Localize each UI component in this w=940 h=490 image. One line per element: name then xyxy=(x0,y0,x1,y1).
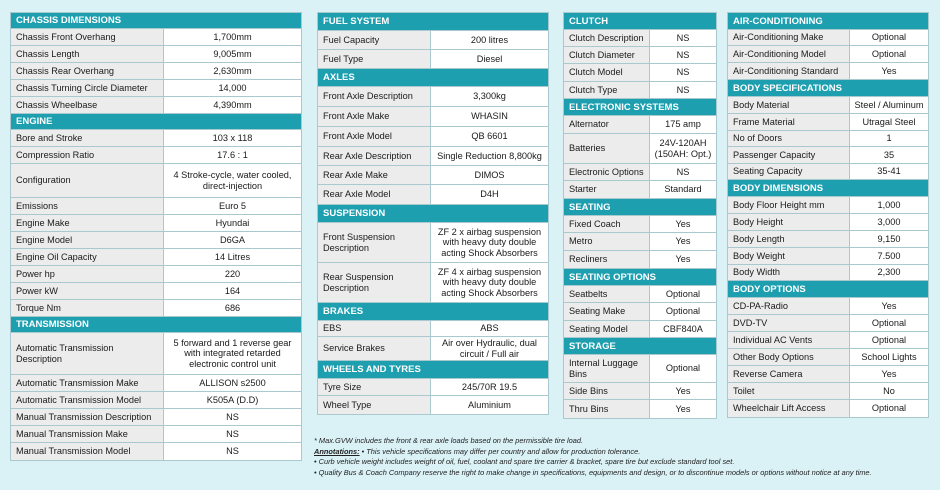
spec-value: QB 6601 xyxy=(431,127,548,146)
spec-row xyxy=(11,97,301,114)
spec-value: Air over Hydraulic, dual circuit / Full air xyxy=(431,337,548,360)
spec-row xyxy=(11,443,301,460)
spec-row xyxy=(728,265,928,281)
section-header: STORAGE xyxy=(564,338,716,355)
spec-value: Aluminium xyxy=(431,396,548,414)
section-header: AXLES xyxy=(318,69,548,87)
spec-value: 175 amp xyxy=(650,116,716,133)
spec-column-2 xyxy=(317,12,549,415)
section-header: BODY DIMENSIONS xyxy=(728,180,928,197)
spec-row xyxy=(11,164,301,198)
spec-label: Toilet xyxy=(728,383,850,399)
spec-row xyxy=(318,337,548,361)
spec-row xyxy=(564,181,716,199)
spec-value: Single Reduction 8,800kg xyxy=(431,147,548,165)
spec-value: ZF 2 x airbag suspension with heavy duty double acting Shock Absorbers xyxy=(431,223,548,262)
spec-row xyxy=(318,127,548,147)
spec-label: Recliners xyxy=(564,251,650,268)
spec-label: Body Length xyxy=(728,231,850,247)
spec-value: 14,000 xyxy=(164,80,301,96)
annotation-2: • Curb vehicle weight includes weight of oil, fuel, coolant and spare tire carrier & bracket, spare tire but exclude standard tool set. xyxy=(314,457,735,467)
spec-row xyxy=(564,216,716,233)
spec-label: Body Width xyxy=(728,265,850,280)
spec-row xyxy=(564,134,716,164)
spec-value: NS xyxy=(164,409,301,425)
spec-value: 220 xyxy=(164,266,301,282)
spec-row xyxy=(11,375,301,392)
spec-row xyxy=(728,400,928,417)
spec-label: Metro xyxy=(564,233,650,250)
spec-value: Yes xyxy=(850,298,928,314)
spec-row xyxy=(728,214,928,231)
spec-value: Standard xyxy=(650,181,716,198)
spec-value: Optional xyxy=(850,30,928,45)
section-header: ELECTRONIC SYSTEMS xyxy=(564,99,716,116)
spec-row xyxy=(564,116,716,134)
spec-value: NS xyxy=(650,82,716,98)
spec-row xyxy=(11,392,301,409)
spec-row xyxy=(318,379,548,396)
spec-value: Utragal Steel xyxy=(850,114,928,130)
spec-value: 686 xyxy=(164,300,301,316)
spec-value: Optional xyxy=(650,286,716,302)
spec-row xyxy=(11,333,301,375)
spec-label: Emissions xyxy=(11,198,164,214)
spec-column-3 xyxy=(563,12,717,419)
spec-row xyxy=(728,164,928,180)
spec-row xyxy=(11,409,301,426)
spec-row xyxy=(11,266,301,283)
spec-label: Internal Luggage Bins xyxy=(564,355,650,382)
spec-value: Euro 5 xyxy=(164,198,301,214)
spec-value: 164 xyxy=(164,283,301,299)
spec-label: Wheelchair Lift Access xyxy=(728,400,850,417)
spec-value: Optional xyxy=(650,355,716,382)
spec-value: Yes xyxy=(650,400,716,418)
spec-value: K505A (D.D) xyxy=(164,392,301,408)
spec-row xyxy=(564,233,716,251)
spec-label: Air-Conditioning Make xyxy=(728,30,850,45)
spec-row xyxy=(318,107,548,127)
spec-value: 9,150 xyxy=(850,231,928,247)
spec-value: ZF 4 x airbag suspension with heavy duty double acting Shock Absorbers xyxy=(431,263,548,302)
spec-value: DIMOS xyxy=(431,166,548,184)
spec-label: Front Suspension Description xyxy=(318,223,431,262)
spec-label: Clutch Diameter xyxy=(564,47,650,63)
spec-label: Manual Transmission Model xyxy=(11,443,164,460)
spec-row xyxy=(318,185,548,205)
section-header: BODY OPTIONS xyxy=(728,281,928,298)
spec-label: Frame Material xyxy=(728,114,850,130)
section-header: SEATING OPTIONS xyxy=(564,269,716,286)
spec-row xyxy=(728,248,928,265)
spec-value: 35 xyxy=(850,147,928,163)
spec-value: Yes xyxy=(650,383,716,399)
spec-label: Service Brakes xyxy=(318,337,431,360)
spec-value: 7.500 xyxy=(850,248,928,264)
spec-value: Yes xyxy=(850,63,928,79)
spec-label: Passenger Capacity xyxy=(728,147,850,163)
spec-label: Rear Axle Make xyxy=(318,166,431,184)
spec-label: Chassis Wheelbase xyxy=(11,97,164,113)
spec-label: Individual AC Vents xyxy=(728,332,850,348)
spec-label: Manual Transmission Make xyxy=(11,426,164,442)
section-header: FUEL SYSTEM xyxy=(318,13,548,31)
spec-label: Body Height xyxy=(728,214,850,230)
spec-value: Yes xyxy=(650,251,716,268)
spec-row xyxy=(564,321,716,338)
spec-label: Clutch Model xyxy=(564,64,650,81)
spec-value: CBF840A xyxy=(650,321,716,337)
spec-label: Seating Make xyxy=(564,303,650,320)
spec-value: No xyxy=(850,383,928,399)
spec-row xyxy=(11,283,301,300)
spec-label: Alternator xyxy=(564,116,650,133)
spec-row xyxy=(11,80,301,97)
spec-value: 4,390mm xyxy=(164,97,301,113)
spec-label: DVD-TV xyxy=(728,315,850,331)
section-header: ENGINE xyxy=(11,114,301,130)
spec-row xyxy=(564,164,716,181)
spec-label: Other Body Options xyxy=(728,349,850,365)
spec-value: Yes xyxy=(650,233,716,250)
spec-label: Front Axle Description xyxy=(318,87,431,106)
spec-label: Power hp xyxy=(11,266,164,282)
spec-value: Yes xyxy=(850,366,928,382)
spec-value: 5 forward and 1 reverse gear with integrated retarded electronic control unit xyxy=(164,333,301,374)
spec-label: Seatbelts xyxy=(564,286,650,302)
spec-value: D6GA xyxy=(164,232,301,248)
spec-label: Tyre Size xyxy=(318,379,431,395)
spec-row xyxy=(728,315,928,332)
spec-value: 1,700mm xyxy=(164,29,301,45)
spec-value: Hyundai xyxy=(164,215,301,231)
spec-label: Chassis Rear Overhang xyxy=(11,63,164,79)
spec-label: Seating Model xyxy=(564,321,650,337)
annotation-3: • Quality Bus & Coach Company reserve the right to make change in specifications, equipments and design, or to discontinue models or options without notice at any time. xyxy=(314,468,872,478)
spec-label: Automatic Transmission Description xyxy=(11,333,164,374)
spec-row xyxy=(728,63,928,80)
spec-label: Air-Conditioning Standard xyxy=(728,63,850,79)
spec-label: Body Weight xyxy=(728,248,850,264)
section-header: CHASSIS DIMENSIONS xyxy=(11,13,301,29)
spec-row xyxy=(11,130,301,147)
spec-value: NS xyxy=(650,47,716,63)
spec-label: Rear Suspension Description xyxy=(318,263,431,302)
spec-label: Engine Make xyxy=(11,215,164,231)
spec-label: Manual Transmission Description xyxy=(11,409,164,425)
spec-row xyxy=(728,147,928,164)
spec-label: Chassis Length xyxy=(11,46,164,62)
spec-label: Starter xyxy=(564,181,650,198)
spec-value: 35-41 xyxy=(850,164,928,179)
spec-row xyxy=(318,321,548,337)
spec-label: Chassis Turning Circle Diameter xyxy=(11,80,164,96)
spec-label: No of Doors xyxy=(728,131,850,146)
spec-row xyxy=(728,383,928,400)
section-header: SEATING xyxy=(564,199,716,216)
section-header: CLUTCH xyxy=(564,13,716,30)
spec-label: Wheel Type xyxy=(318,396,431,414)
spec-value: 3,300kg xyxy=(431,87,548,106)
spec-label: Chassis Front Overhang xyxy=(11,29,164,45)
spec-row xyxy=(564,82,716,99)
spec-row xyxy=(728,197,928,214)
spec-value: 14 Litres xyxy=(164,249,301,265)
spec-label: Compression Ratio xyxy=(11,147,164,163)
section-header: AIR-CONDITIONING xyxy=(728,13,928,30)
spec-label: Body Floor Height mm xyxy=(728,197,850,213)
spec-value: ABS xyxy=(431,321,548,336)
spec-row xyxy=(11,46,301,63)
spec-row xyxy=(11,215,301,232)
annotations xyxy=(314,447,934,458)
section-header: SUSPENSION xyxy=(318,205,548,223)
spec-value: D4H xyxy=(431,185,548,204)
spec-row xyxy=(564,286,716,303)
spec-row xyxy=(11,147,301,164)
spec-row xyxy=(728,30,928,46)
annotation-1: • This vehicle specifications may differ per country and allow for production tolerance. xyxy=(359,446,641,456)
spec-value: 1,000 xyxy=(850,197,928,213)
spec-column-1 xyxy=(10,12,302,461)
spec-row xyxy=(728,231,928,248)
spec-row xyxy=(564,303,716,321)
spec-label: Front Axle Make xyxy=(318,107,431,126)
section-header: BODY SPECIFICATIONS xyxy=(728,80,928,97)
spec-label: Configuration xyxy=(11,164,164,197)
spec-row xyxy=(11,232,301,249)
spec-row xyxy=(728,46,928,63)
spec-value: 2,630mm xyxy=(164,63,301,79)
spec-row xyxy=(318,147,548,166)
spec-value: ALLISON s2500 xyxy=(164,375,301,391)
spec-row xyxy=(564,64,716,82)
spec-value: Optional xyxy=(850,315,928,331)
spec-row xyxy=(318,396,548,414)
spec-value: 24V-120AH (150AH: Opt.) xyxy=(650,134,716,163)
spec-value: 9,005mm xyxy=(164,46,301,62)
spec-value: WHASIN xyxy=(431,107,548,126)
spec-value: Steel / Aluminum xyxy=(850,97,928,113)
spec-label: CD-PA-Radio xyxy=(728,298,850,314)
spec-row xyxy=(564,30,716,47)
spec-column-4 xyxy=(727,12,929,418)
spec-label: Clutch Type xyxy=(564,82,650,98)
spec-row xyxy=(318,50,548,69)
spec-label: Batteries xyxy=(564,134,650,163)
spec-label: Rear Axle Model xyxy=(318,185,431,204)
spec-value: 2,300 xyxy=(850,265,928,280)
spec-label: Automatic Transmission Make xyxy=(11,375,164,391)
footnotes xyxy=(314,436,934,479)
spec-row xyxy=(11,29,301,46)
spec-row xyxy=(564,383,716,400)
spec-label: Power kW xyxy=(11,283,164,299)
spec-row xyxy=(564,400,716,418)
spec-value: 245/70R 19.5 xyxy=(431,379,548,395)
annotations-label: Annotations: xyxy=(314,446,360,456)
spec-row xyxy=(318,166,548,185)
spec-row xyxy=(318,263,548,303)
footnote-gvw: * Max.GVW includes the front & rear axle loads based on the permissible tire load. xyxy=(314,436,584,445)
spec-value: 103 x 118 xyxy=(164,130,301,146)
section-header: TRANSMISSION xyxy=(11,317,301,333)
spec-label: Thru Bins xyxy=(564,400,650,418)
spec-value: Optional xyxy=(650,303,716,320)
spec-row xyxy=(564,355,716,383)
spec-value: NS xyxy=(650,30,716,46)
spec-label: Torque Nm xyxy=(11,300,164,316)
spec-row xyxy=(11,249,301,266)
spec-value: School Lights xyxy=(850,349,928,365)
spec-value: NS xyxy=(650,164,716,180)
spec-row xyxy=(728,366,928,383)
spec-value: 17.6 : 1 xyxy=(164,147,301,163)
spec-row xyxy=(11,63,301,80)
spec-label: Bore and Stroke xyxy=(11,130,164,146)
spec-label: Fixed Coach xyxy=(564,216,650,232)
spec-row xyxy=(728,332,928,349)
spec-label: Seating Capacity xyxy=(728,164,850,179)
spec-label: Air-Conditioning Model xyxy=(728,46,850,62)
spec-row xyxy=(318,87,548,107)
spec-label: Fuel Type xyxy=(318,50,431,68)
spec-row xyxy=(11,426,301,443)
spec-row xyxy=(564,47,716,64)
spec-label: Rear Axle Description xyxy=(318,147,431,165)
spec-value: NS xyxy=(164,426,301,442)
spec-row xyxy=(318,223,548,263)
section-header: WHEELS AND TYRES xyxy=(318,361,548,379)
spec-value: Optional xyxy=(850,46,928,62)
spec-label: Side Bins xyxy=(564,383,650,399)
spec-label: Body Material xyxy=(728,97,850,113)
spec-value: Optional xyxy=(850,332,928,348)
spec-value: 200 litres xyxy=(431,31,548,49)
spec-row xyxy=(728,131,928,147)
spec-row xyxy=(564,251,716,269)
spec-value: 3,000 xyxy=(850,214,928,230)
spec-row xyxy=(318,31,548,50)
spec-label: Engine Oil Capacity xyxy=(11,249,164,265)
spec-label: EBS xyxy=(318,321,431,336)
spec-row xyxy=(728,349,928,366)
spec-value: Optional xyxy=(850,400,928,417)
spec-value: 4 Stroke-cycle, water cooled, direct-injection xyxy=(164,164,301,197)
spec-value: NS xyxy=(650,64,716,81)
spec-row xyxy=(11,300,301,317)
spec-label: Reverse Camera xyxy=(728,366,850,382)
spec-value: Diesel xyxy=(431,50,548,68)
spec-row xyxy=(728,298,928,315)
spec-value: 1 xyxy=(850,131,928,146)
spec-value: Yes xyxy=(650,216,716,232)
spec-row xyxy=(728,114,928,131)
spec-label: Fuel Capacity xyxy=(318,31,431,49)
spec-label: Clutch Description xyxy=(564,30,650,46)
spec-label: Automatic Transmission Model xyxy=(11,392,164,408)
spec-value: NS xyxy=(164,443,301,460)
spec-label: Engine Model xyxy=(11,232,164,248)
spec-row xyxy=(728,97,928,114)
section-header: BRAKES xyxy=(318,303,548,321)
spec-label: Electronic Options xyxy=(564,164,650,180)
spec-row xyxy=(11,198,301,215)
spec-label: Front Axle Model xyxy=(318,127,431,146)
